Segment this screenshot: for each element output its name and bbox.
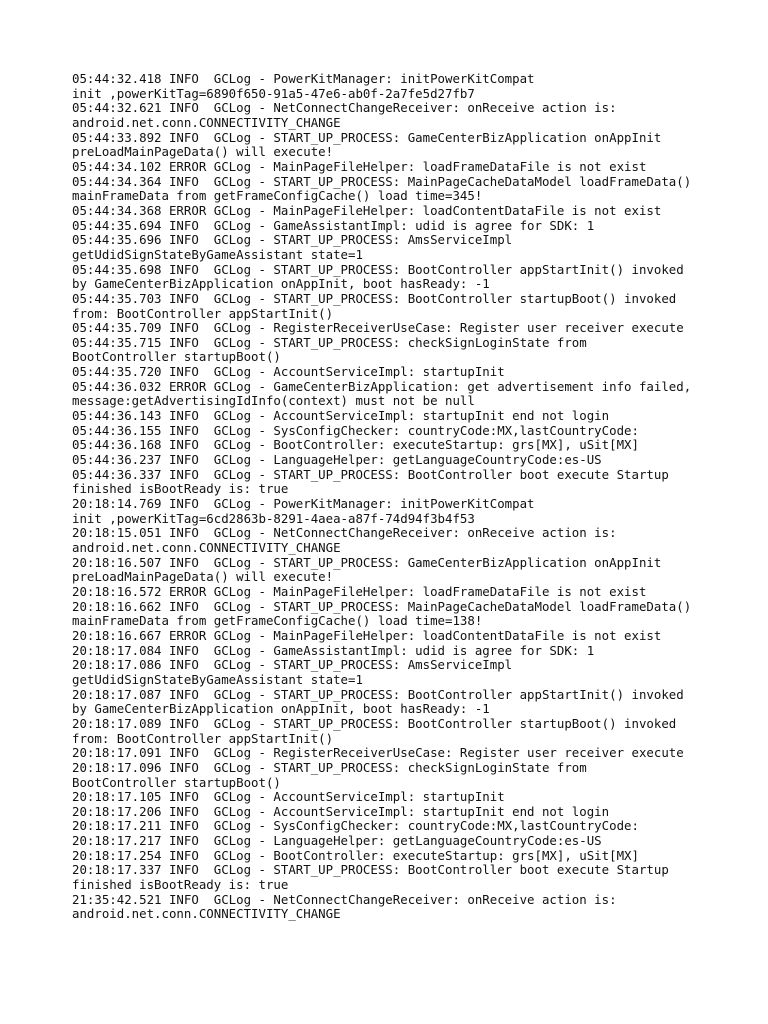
log-line: 20:18:14.769 INFO GCLog - PowerKitManager: initPowerKitCompat	[72, 496, 535, 512]
log-line: finished isBootReady is: true	[72, 481, 289, 497]
log-line: 05:44:36.143 INFO GCLog - AccountServiceImpl: startupInit end not login	[72, 408, 610, 424]
log-line: by GameCenterBizApplication onAppInit, boot hasReady: -1	[72, 276, 490, 292]
log-line: from: BootController appStartInit()	[72, 305, 334, 321]
log-line: 20:18:15.051 INFO GCLog - NetConnectChangeReceiver: onReceive action is:	[72, 525, 617, 541]
log-line: BootController startupBoot()	[72, 349, 281, 365]
log-line: 20:18:17.211 INFO GCLog - SysConfigChecker: countryCode:MX,lastCountryCode:	[72, 818, 639, 834]
log-line: android.net.conn.CONNECTIVITY_CHANGE	[72, 906, 341, 922]
log-line: 05:44:36.168 INFO GCLog - BootController: executeStartup: grs[MX], uSit[MX]	[72, 437, 639, 453]
log-line: mainFrameData from getFrameConfigCache() load time=138!	[72, 613, 483, 629]
log-line: init ,powerKitTag=6cd2863b-8291-4aea-a87f-74d94f3b4f53	[72, 510, 475, 526]
log-line: 20:18:17.084 INFO GCLog - GameAssistantImpl: udid is agree for SDK: 1	[72, 642, 595, 658]
log-line: 20:18:16.667 ERROR GCLog - MainPageFileHelper: loadContentDataFile is not exist	[72, 627, 662, 643]
log-line: getUdidSignStateByGameAssistant state=1	[72, 671, 363, 687]
log-line: 05:44:32.621 INFO GCLog - NetConnectChangeReceiver: onReceive action is:	[72, 100, 617, 116]
log-line: 20:18:17.105 INFO GCLog - AccountServiceImpl: startupInit	[72, 789, 505, 805]
log-line: 05:44:34.368 ERROR GCLog - MainPageFileHelper: loadContentDataFile is not exist	[72, 202, 662, 218]
log-line: 20:18:17.337 INFO GCLog - START_UP_PROCESS: BootController boot execute Startup	[72, 862, 669, 878]
log-line: android.net.conn.CONNECTIVITY_CHANGE	[72, 114, 341, 130]
log-line: 20:18:16.507 INFO GCLog - START_UP_PROCESS: GameCenterBizApplication onAppInit	[72, 554, 662, 570]
log-line: 21:35:42.521 INFO GCLog - NetConnectChangeReceiver: onReceive action is:	[72, 891, 617, 907]
log-line: init ,powerKitTag=6890f650-91a5-47e6-ab0f-2a7fe5d27fb7	[72, 85, 475, 101]
log-line: getUdidSignStateByGameAssistant state=1	[72, 246, 363, 262]
log-line: 20:18:17.217 INFO GCLog - LanguageHelper: getLanguageCountryCode:es-US	[72, 833, 602, 849]
log-line: 05:44:36.337 INFO GCLog - START_UP_PROCESS: BootController boot execute Startup	[72, 466, 669, 482]
log-line: 05:44:35.696 INFO GCLog - START_UP_PROCESS: AmsServiceImpl	[72, 232, 513, 248]
log-line: 05:44:33.892 INFO GCLog - START_UP_PROCESS: GameCenterBizApplication onAppInit	[72, 129, 662, 145]
log-line: by GameCenterBizApplication onAppInit, boot hasReady: -1	[72, 701, 490, 717]
log-line: 20:18:17.089 INFO GCLog - START_UP_PROCESS: BootController startupBoot() invoked	[72, 715, 677, 731]
log-line: 20:18:17.254 INFO GCLog - BootController: executeStartup: grs[MX], uSit[MX]	[72, 847, 639, 863]
log-line: 20:18:16.572 ERROR GCLog - MainPageFileHelper: loadFrameDataFile is not exist	[72, 583, 647, 599]
log-line: 05:44:36.237 INFO GCLog - LanguageHelper: getLanguageCountryCode:es-US	[72, 452, 602, 468]
log-line: 05:44:36.032 ERROR GCLog - GameCenterBizApplication: get advertisement info failed,	[72, 378, 692, 394]
log-line: 05:44:34.102 ERROR GCLog - MainPageFileHelper: loadFrameDataFile is not exist	[72, 158, 647, 174]
log-line: 05:44:34.364 INFO GCLog - START_UP_PROCESS: MainPageCacheDataModel loadFrameData()	[72, 173, 692, 189]
log-line: 05:44:32.418 INFO GCLog - PowerKitManager: initPowerKitCompat	[72, 71, 535, 86]
log-line: 20:18:17.087 INFO GCLog - START_UP_PROCESS: BootController appStartInit() invoked	[72, 686, 684, 702]
log-line: 05:44:35.715 INFO GCLog - START_UP_PROCESS: checkSignLoginState from	[72, 334, 587, 350]
log-line: 05:44:36.155 INFO GCLog - SysConfigChecker: countryCode:MX,lastCountryCode:	[72, 422, 639, 438]
log-line: 20:18:16.662 INFO GCLog - START_UP_PROCESS: MainPageCacheDataModel loadFrameData()	[72, 598, 692, 614]
log-line: 05:44:35.720 INFO GCLog - AccountServiceImpl: startupInit	[72, 364, 505, 380]
log-line: BootController startupBoot()	[72, 774, 281, 790]
log-line: finished isBootReady is: true	[72, 877, 289, 893]
log-line: 20:18:17.091 INFO GCLog - RegisterReceiverUseCase: Register user receiver execute	[72, 745, 684, 761]
log-line: 05:44:35.694 INFO GCLog - GameAssistantImpl: udid is agree for SDK: 1	[72, 217, 595, 233]
log-line: 20:18:17.096 INFO GCLog - START_UP_PROCESS: checkSignLoginState from	[72, 759, 587, 775]
log-document	[72, 72, 732, 922]
log-line: preLoadMainPageData() will execute!	[72, 144, 334, 160]
log-line: preLoadMainPageData() will execute!	[72, 569, 334, 585]
log-line: message:getAdvertisingIdInfo(context) must not be null	[72, 393, 475, 409]
log-line: 20:18:17.086 INFO GCLog - START_UP_PROCESS: AmsServiceImpl	[72, 657, 513, 673]
log-line: 20:18:17.206 INFO GCLog - AccountServiceImpl: startupInit end not login	[72, 803, 610, 819]
log-line: 05:44:35.698 INFO GCLog - START_UP_PROCESS: BootController appStartInit() invoked	[72, 261, 684, 277]
log-line: 05:44:35.709 INFO GCLog - RegisterReceiverUseCase: Register user receiver execute	[72, 320, 684, 336]
log-line: android.net.conn.CONNECTIVITY_CHANGE	[72, 540, 341, 555]
log-line: mainFrameData from getFrameConfigCache() load time=345!	[72, 188, 483, 204]
log-line: 05:44:35.703 INFO GCLog - START_UP_PROCESS: BootController startupBoot() invoked	[72, 290, 677, 306]
log-line: from: BootController appStartInit()	[72, 730, 334, 746]
